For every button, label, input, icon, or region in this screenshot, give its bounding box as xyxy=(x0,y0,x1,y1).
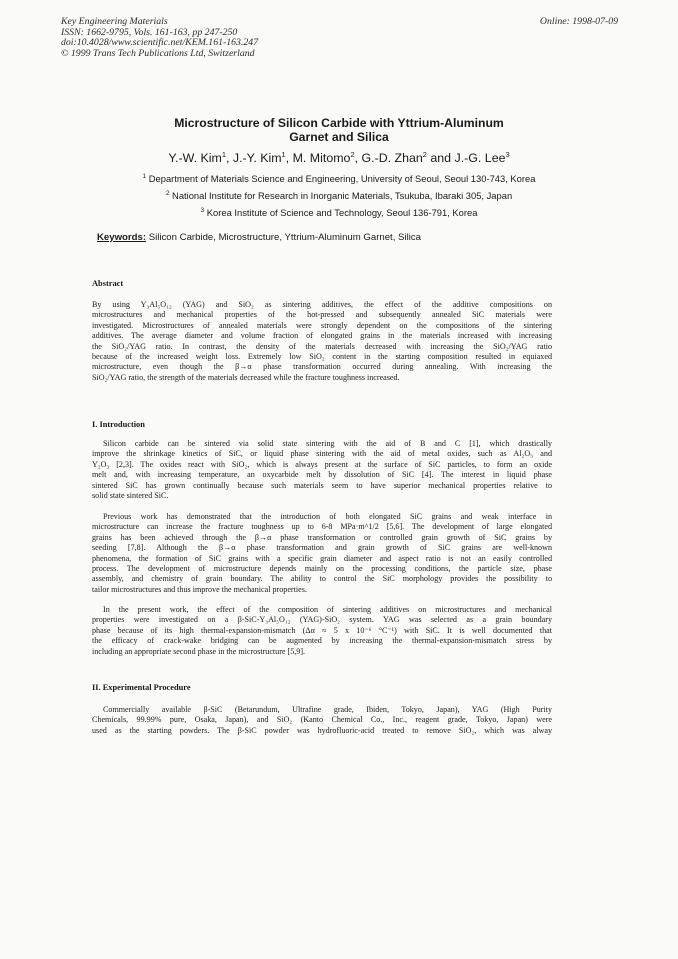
text-line: solid state sintered SiC. xyxy=(92,491,169,501)
text-line: including an appropriate second phase in the microstructure [5,9]. xyxy=(92,646,306,656)
affiliation-2 xyxy=(60,190,618,202)
author-affiliation-mark: 1 xyxy=(281,149,286,159)
keywords xyxy=(97,232,421,244)
affiliation-mark: 2 xyxy=(165,189,170,197)
author-name: Y.-W. Kim xyxy=(168,151,222,165)
keywords-text: Silicon Carbide, Microstructure, Yttrium-Aluminum Garnet, Silica xyxy=(146,232,421,243)
text-line: because of the increased weight loss. Extremely low SiO₂ content in the starting composition resulted in equiaxed xyxy=(92,352,552,362)
author-name: , M. Mitomo xyxy=(285,151,351,165)
author-name: , J.-Y. Kim xyxy=(226,151,282,165)
journal-header xyxy=(61,17,258,59)
text-line: phase because of its high thermal-expansion-mismatch (Δα ≈ 5 x 10⁻⁶ °C⁻¹) with SiC. It is well documented that xyxy=(92,625,552,635)
text-line: the SiO₂/YAG ratio. In contrast, the density of the materials decreased with increasing the SiO₂/YAG ratio xyxy=(92,341,552,351)
text-line: process. The development of microstructure depends mainly on the processing conditions, the particle size, phase xyxy=(92,564,552,574)
text-line: microstructures and mechanical properties of the hot-pressed and subsequently annealed SiC materials were xyxy=(92,310,552,320)
affiliation-mark: 3 xyxy=(200,206,205,214)
author-affiliation-mark: 2 xyxy=(350,149,355,159)
issn-line: ISSN: 1662-9795, Vols. 161-163, pp 247-250 xyxy=(61,26,238,38)
text-line: microstructure can increase the fracture toughness up to 6-8 MPa·m^1/2 [5,6]. The development of large elongated xyxy=(92,522,552,532)
affiliation-mark: 1 xyxy=(142,172,147,180)
text-line: grains has been achieved through the β→α phase transformation or controlled grain growth of SiC grains by xyxy=(92,532,552,542)
author-affiliation-mark: 3 xyxy=(505,149,510,159)
experimental-heading: II. Experimental Procedure xyxy=(92,683,191,692)
introduction-paragraph-2 xyxy=(92,512,552,595)
keywords-label: Keywords: xyxy=(97,232,147,243)
author-name: , G.-D. Zhan xyxy=(354,151,423,165)
paper-title xyxy=(100,116,578,144)
affiliation-text: National Institute for Research in Inorganic Materials, Tsukuba, Ibaraki 305, Japan xyxy=(169,190,513,201)
text-line: additives. The average diameter and volume fraction of elongated grains in the materials increased with increasing xyxy=(92,331,552,341)
text-line: sintered SiC has grown continually because such materials seem to have superior mechanical properties relative to xyxy=(92,480,552,490)
introduction-heading: I. Introduction xyxy=(92,420,145,429)
copyright-line: © 1999 Trans Tech Publications Ltd, Switzerland xyxy=(61,47,255,59)
text-line: the efficacy of crack-wake bridging can be augmented by increasing the thermal-expansion-mismatch stress by xyxy=(92,636,552,646)
affiliation-text: Korea Institute of Science and Technology, Seoul 136-791, Korea xyxy=(204,207,478,218)
text-line: Y₂O₃ [2,3]. The oxides react with SiO₂, which is always present at the surface of SiC particles, to form an oxide xyxy=(92,459,552,469)
text-line: By using Y₃Al₅O₁₂ (YAG) and SiO₂ as sintering additives, the effect of the additive compositions on xyxy=(92,300,552,309)
author-affiliation-mark: 1 xyxy=(221,149,226,159)
text-line: Previous work has demonstrated that the introduction of both elongated SiC grains and weak interface in xyxy=(103,512,552,521)
introduction-paragraph-1 xyxy=(92,439,552,501)
journal-name: Key Engineering Materials xyxy=(61,16,168,27)
doi-line: doi:10.4028/www.scientific.net/KEM.161-163.247 xyxy=(61,37,259,49)
text-line: Silicon carbide can be sintered via solid state sintering with the aid of B and C [1], which drastically xyxy=(103,439,552,448)
online-date: Online: 1998-07-09 xyxy=(539,16,618,27)
text-line: seeding [7,8]. Although the β→α phase transformation and grain growth of SiC grains are well-known xyxy=(92,543,552,553)
introduction-paragraph-3 xyxy=(92,605,552,657)
abstract-paragraph xyxy=(92,300,552,383)
text-line: investigated. Microstructures of annealed materials were strongly dependent on the compositions of the sintering xyxy=(92,320,552,330)
text-line: assembly, and chemistry of grain boundary. The ability to control the SiC morphology provides the possibility to xyxy=(92,574,552,584)
title-line-1: Microstructure of Silicon Carbide with Yttrium-Aluminum xyxy=(174,116,504,130)
affiliation-text: Department of Materials Science and Engineering, University of Seoul, Seoul 130-743, Korea xyxy=(146,173,536,184)
abstract-heading: Abstract xyxy=(92,279,124,288)
affiliation-3 xyxy=(60,207,618,219)
text-line: improve the shrinkage kinetics of SiC, or liquid phase sintering with the aid of metal oxides, such as Al₂O₃ and xyxy=(92,449,552,459)
affiliation-1 xyxy=(60,173,618,185)
title-line-2: Garnet and Silica xyxy=(289,130,389,144)
author-name: and J.-G. Lee xyxy=(426,151,506,165)
text-line: SiO₂/YAG ratio, the strength of the materials decreased while the fracture toughness increased. xyxy=(92,372,400,382)
text-line: phenomena, the formation of SiC grains with a specific grain diameter and aspect ratio is not an easily controlled xyxy=(92,553,552,563)
text-line: properties were investigated on a β-SiC-Y₃Al₅O₁₂ (YAG)-SiO₂ system. YAG was selected as a grain boundary xyxy=(92,615,552,625)
text-line: used as the starting powders. The β-SiC powder was hydrofluoric-acid treated to remove SiO₂, which was alway xyxy=(92,725,552,735)
text-line: melt and, with increasing temperature, an oxycarbide melt by dissolution of SiC [4]. The interest in liquid phase xyxy=(92,470,552,480)
experimental-paragraph xyxy=(92,705,552,736)
text-line: Chemicals, 99.99% pure, Osaka, Japan), and SiO₂ (Kanto Chemical Co., Inc., reagent grade, Tokyo, Japan) were xyxy=(92,715,552,725)
author-list xyxy=(60,151,618,166)
text-line: microstructure, even though the β→α phase transformation occurred during annealing. With increasing the xyxy=(92,362,552,372)
author-affiliation-mark: 2 xyxy=(422,149,427,159)
text-line: tailor microstructures and thus improve the mechanical properties. xyxy=(92,584,307,594)
text-line: In the present work, the effect of the composition of sintering additives on microstructures and mechanical xyxy=(103,605,552,614)
text-line: Commercially available β-SiC (Betarundum, Ultrafine grade, Ibiden, Tokyo, Japan), YAG (High Purity xyxy=(103,705,552,714)
